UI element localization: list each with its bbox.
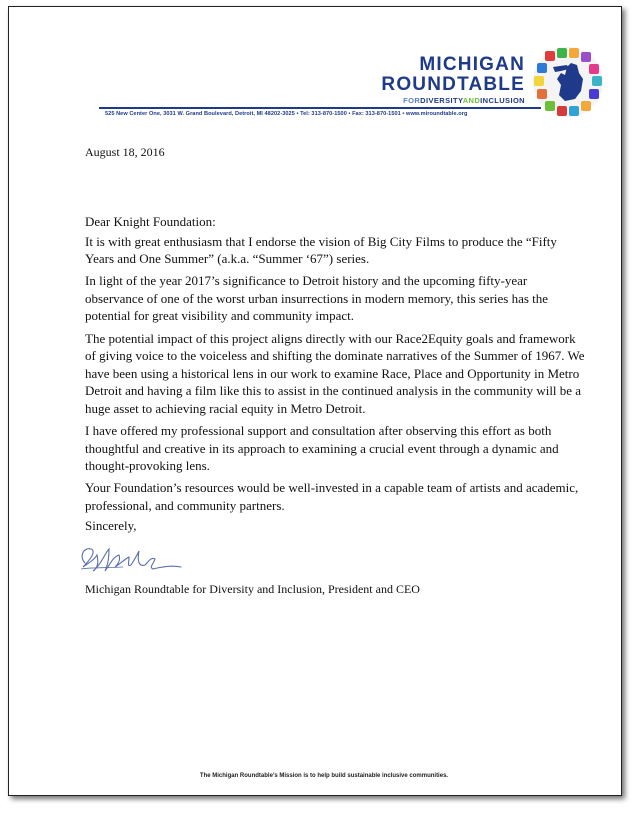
paragraph: I have offered my professional support and consultation after observing this effort as both thoughtful and creative in its approach to examining a crucial event through a dynamic and thought-provoking lens. — [85, 423, 559, 474]
puzzle-michigan-logo-icon — [531, 45, 605, 119]
org-tagline: FORDIVERSITYANDINCLUSION — [403, 96, 525, 105]
org-name-line1: MICHIGAN — [419, 54, 525, 75]
letter-body — [85, 213, 585, 519]
mission-statement: The Michigan Roundtable’s Mission is to help build sustainable inclusive communities. — [199, 773, 449, 779]
letter-page — [8, 6, 622, 796]
signer-title: Michigan Roundtable for Diversity and Inclusion, President and CEO — [85, 582, 420, 596]
closing: Sincerely, — [85, 518, 137, 533]
org-logo-text — [381, 55, 525, 105]
paragraph: The potential impact of this project aligns directly with our Race2Equity goals and framework of giving voice to the voiceless and shifting the dominate narratives of the Summer of 1967. We have been using a historical lens in our work to examine Race, Place and Opportunity in Metro Detroit and having a film like this to assist in the continued analysis in the community will be a huge asset to achieving racial equity in Metro Detroit. — [85, 330, 585, 416]
paragraph: It is with great enthusiasm that I endorse the vision of Big City Films to produce the “Fifty Years and One Summer” (a.k.a. “Summer ‘67”) series. — [85, 233, 557, 267]
letterhead-rule — [99, 107, 541, 109]
org-name-line2: ROUNDTABLE — [381, 74, 525, 95]
signature-icon — [75, 537, 187, 577]
letter-date: August 18, 2016 — [85, 145, 165, 159]
salutation: Dear Knight Foundation: — [85, 214, 216, 229]
org-address: 525 New Center One, 3031 W. Grand Boulevard, Detroit, MI 48202-3025 • Tel: 313-870-1500 • Fax: 313-870-1501 • www.miroundtable.org — [105, 111, 468, 117]
paragraph: Your Foundation’s resources would be well-invested in a capable team of artists and academic, professional, and community partners. — [85, 480, 579, 513]
paragraph: In light of the year 2017’s significance to Detroit history and the upcoming fifty-year observance of one of the worst urban insurrections in modern memory, this series has the potential for great visibility and community impact. — [85, 273, 549, 324]
